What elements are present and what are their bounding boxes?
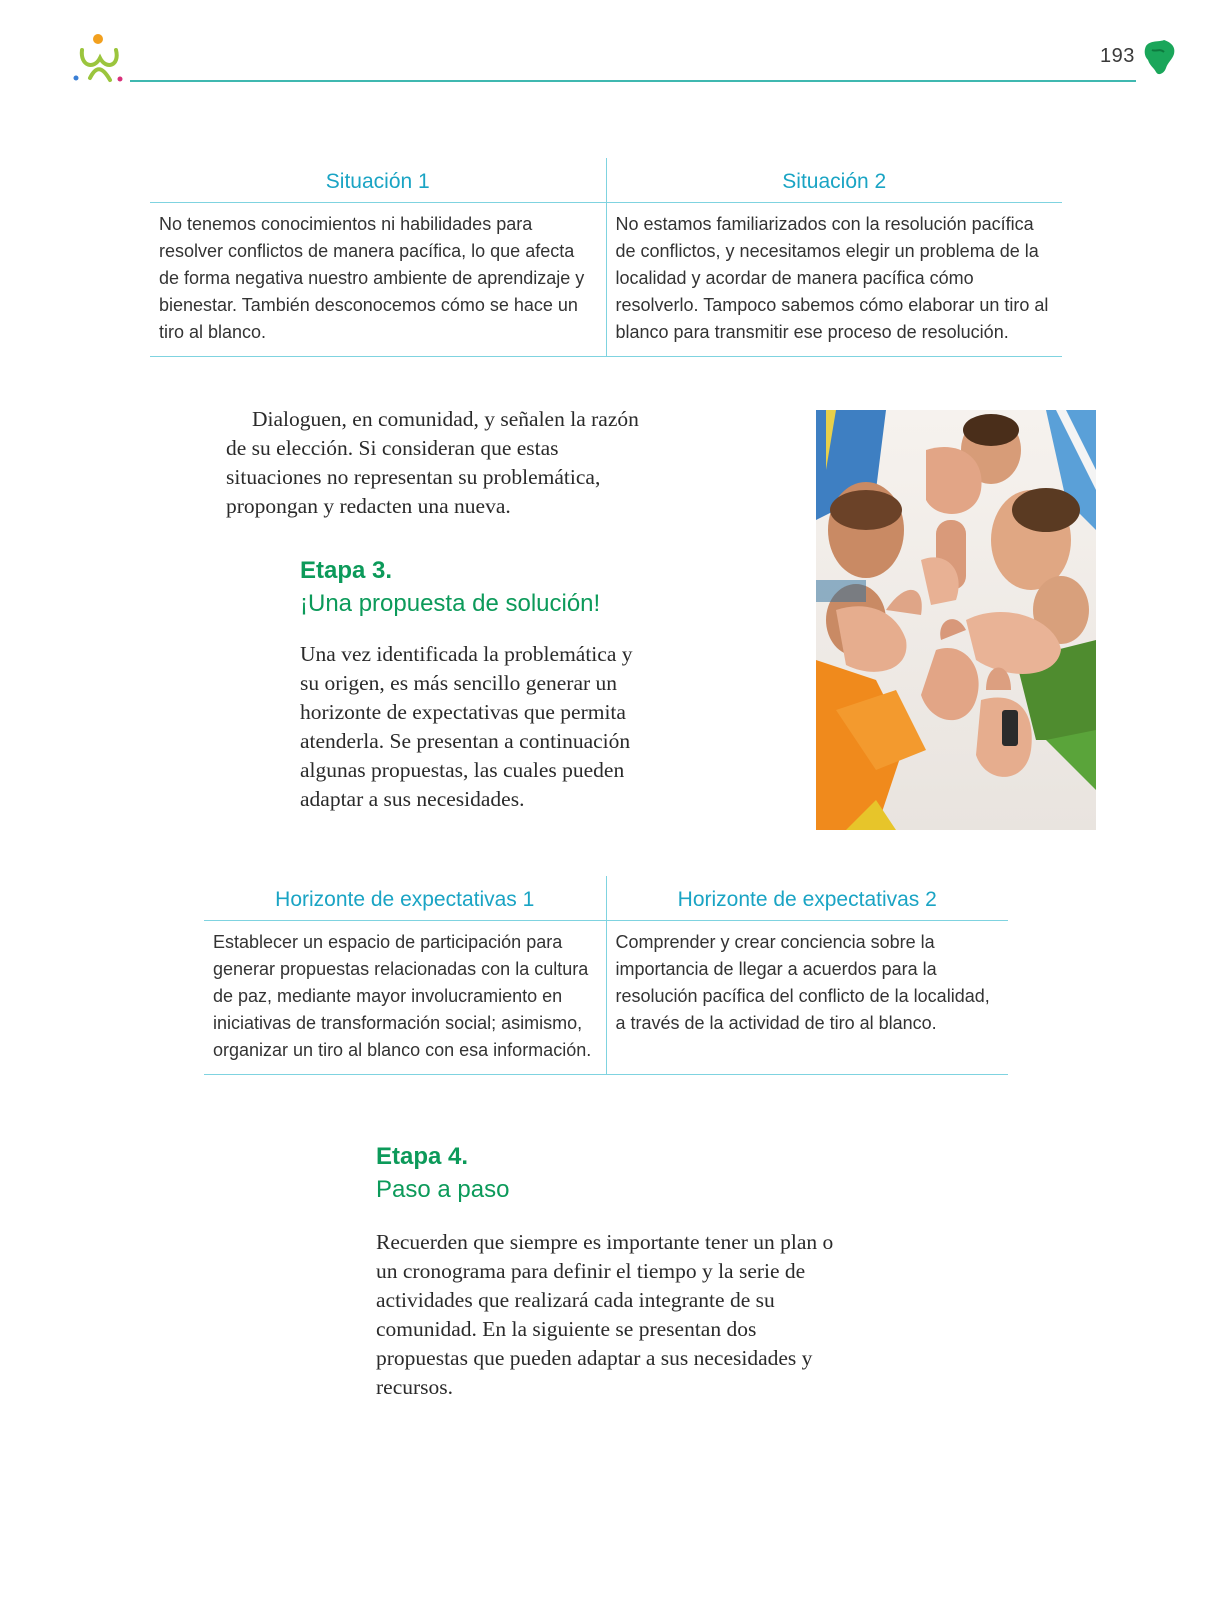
horizons-table xyxy=(204,876,1008,1075)
horizon-1-header: Horizonte de expectativas 1 xyxy=(204,876,606,921)
etapa4-heading xyxy=(376,1140,509,1206)
situation-2-header: Situación 2 xyxy=(606,158,1062,203)
group-thumbs-up-photo xyxy=(816,410,1096,830)
situation-1-header: Situación 1 xyxy=(150,158,606,203)
etapa4-title: Etapa 4. xyxy=(376,1143,469,1170)
etapa4-subtitle: Paso a paso xyxy=(376,1176,510,1203)
figure-logo-icon xyxy=(70,30,128,88)
header-rule xyxy=(130,80,1136,82)
horizon-1-text: Establecer un espacio de participación para generar propuestas relacionadas con la cultura de paz, mediante mayor involucramiento en iniciativas de transformación social; asimismo, organizar un tiro al blanco con esa información. xyxy=(204,921,606,1075)
intro-paragraph: Dialoguen, en comunidad, y señalen la razón de su elección. Si consideran que estas situaciones no representan su problemática, propongan y redacten una nueva. xyxy=(226,407,639,518)
etapa3-heading xyxy=(300,554,600,620)
etapa3-title: Etapa 3. xyxy=(300,557,393,584)
situations-table xyxy=(150,158,1062,357)
etapa3-subtitle: ¡Una propuesta de solución! xyxy=(300,590,601,617)
etapa4-body: Recuerden que siempre es importante tener un plan o un cronograma para definir el tiempo y la serie de actividades que realizará cada integrante de su comunidad. En la siguiente se presentan dos propuestas que pueden adaptar a sus necesidades y recursos. xyxy=(376,1230,834,1399)
horizon-2-text: Comprender y crear conciencia sobre la importancia de llegar a acuerdos para la resolución pacífica del conflicto de la localidad, a través de la actividad de tiro al blanco. xyxy=(606,921,1008,1075)
situation-1-text: No tenemos conocimientos ni habilidades para resolver conflictos de manera pacífica, lo que afecta de forma negativa nuestro ambiente de aprendizaje y bienestar. También desconocemos cómo se hace un tiro al blanco. xyxy=(150,203,606,357)
page-number: 193 xyxy=(1100,45,1135,67)
situation-2-text: No estamos familiarizados con la resolución pacífica de conflictos, y necesitamos elegir un problema de la localidad y acordar de manera pacífica cómo resolverlo. Tampoco sabemos cómo elaborar un tiro al blanco para transmitir ese proceso de resolución. xyxy=(606,203,1062,357)
horizon-2-header: Horizonte de expectativas 2 xyxy=(606,876,1008,921)
green-map-badge-icon xyxy=(1142,38,1178,78)
etapa3-body: Una vez identificada la problemática y su origen, es más sencillo generar un horizonte de expectativas que permita atenderla. Se presentan a continuación algunas propuestas, las cuales pueden adaptar a sus necesidades. xyxy=(300,642,633,811)
